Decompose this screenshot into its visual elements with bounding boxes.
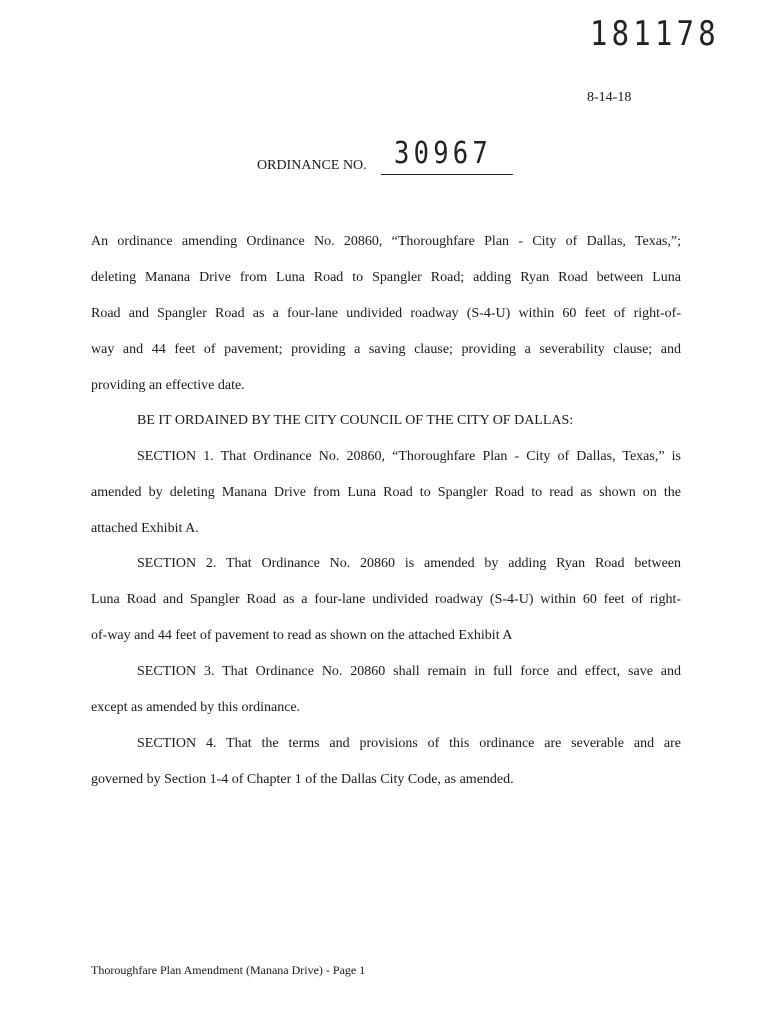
ordinance-underline <box>381 174 513 175</box>
section-1-line: amended by deleting Manana Drive from Luna Road to Spangler Road to read as shown on the <box>91 485 681 500</box>
section-4-line: governed by Section 1-4 of Chapter 1 of the Dallas City Code, as amended. <box>91 772 514 787</box>
page-footer: Thoroughfare Plan Amendment (Manana Drive) - Page 1 <box>91 963 366 977</box>
section-2-line: of-way and 44 feet of pavement to read as shown on the attached Exhibit A <box>91 628 513 643</box>
enacting-clause: BE IT ORDAINED BY THE CITY COUNCIL OF THE CITY OF DALLAS: <box>137 413 574 428</box>
document-date: 8-14-18 <box>587 90 632 105</box>
section-3-line: SECTION 3. That Ordinance No. 20860 shall remain in full force and effect, save and <box>137 664 681 679</box>
section-3-line: except as amended by this ordinance. <box>91 700 301 715</box>
body-line: way and 44 feet of pavement; providing a saving clause; providing a severability clause; and <box>91 342 681 357</box>
stamp-number: 181178 <box>590 14 720 54</box>
body-line: deleting Manana Drive from Luna Road to Spangler Road; adding Ryan Road between Luna <box>91 270 681 285</box>
section-2-line: Luna Road and Spangler Road as a four-lane undivided roadway (S-4-U) within 60 feet of right- <box>91 592 681 607</box>
section-2-line: SECTION 2. That Ordinance No. 20860 is amended by adding Ryan Road between <box>137 556 681 571</box>
ordinance-label: ORDINANCE NO. <box>257 158 367 173</box>
ordinance-number: 30967 <box>394 136 493 171</box>
body-line: providing an effective date. <box>91 378 245 393</box>
body-line: An ordinance amending Ordinance No. 20860, “Thoroughfare Plan - City of Dallas, Texas,”; <box>91 234 681 249</box>
section-4-line: SECTION 4. That the terms and provisions of this ordinance are severable and are <box>137 736 681 751</box>
section-1-line: attached Exhibit A. <box>91 521 199 536</box>
body-line: Road and Spangler Road as a four-lane undivided roadway (S-4-U) within 60 feet of right-of- <box>91 306 681 321</box>
section-1-line: SECTION 1. That Ordinance No. 20860, “Thoroughfare Plan - City of Dallas, Texas,” is <box>137 449 681 464</box>
